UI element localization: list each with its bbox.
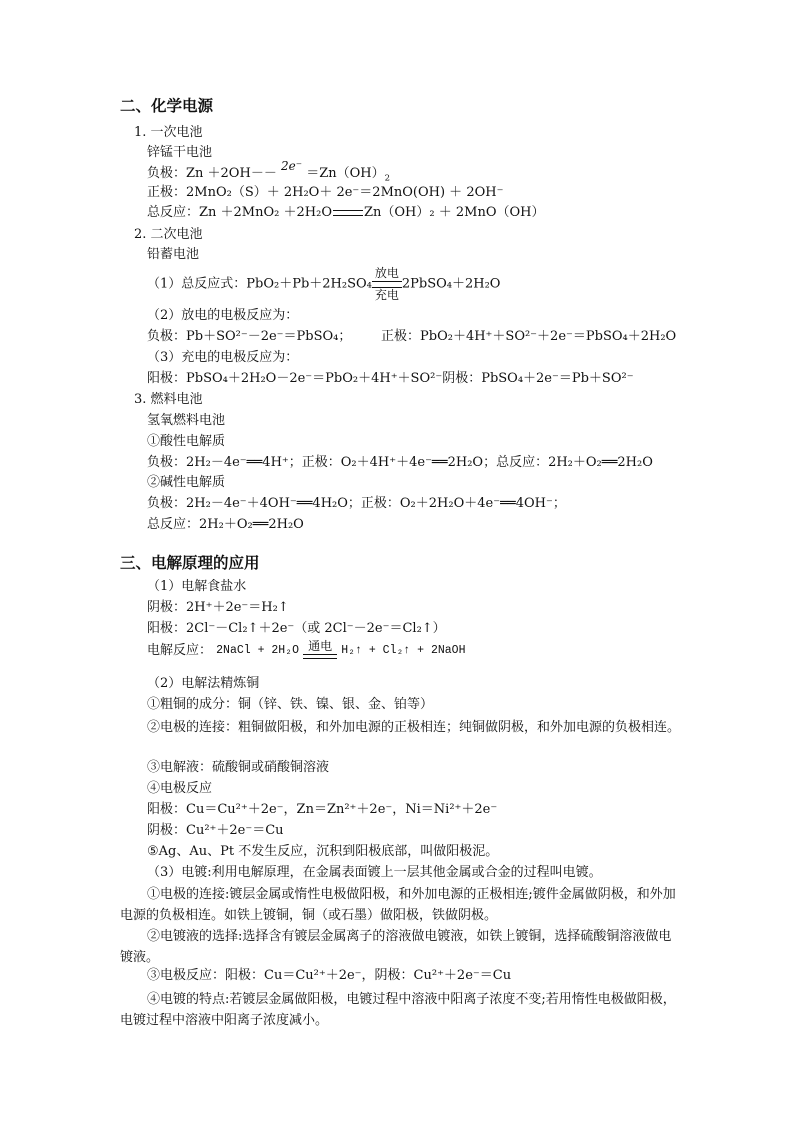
zn-neg-sup: 2e⁻ (280, 159, 303, 173)
brine-electrolysis-title: （1）电解食盐水 (147, 579, 247, 594)
zn-negative-electrode: 负极：$Zn +2OH-- 2e^- =Zn(OH)_2$ (147, 159, 391, 184)
zn-neg-post: ＝Zn（OH） (306, 166, 385, 181)
acid-electrolyte-reactions: 负极：2H₂－4e⁻══4H⁺；正极：O₂＋4H⁺＋4e⁻══2H₂O；总反应：2H₂＋O₂══2H₂O (147, 455, 653, 470)
brine-total-label: 电解反应： (147, 643, 213, 658)
copper-refining-title: （2）电解法精炼铜 (147, 676, 260, 691)
zn-neg-mid: －－ (250, 166, 277, 181)
arrow-lines (303, 654, 337, 659)
reversible-arrow (372, 267, 402, 302)
alkaline-electrolyte-reactions: 负极：2H₂－4e⁻＋4OH⁻══4H₂O；正极：O₂＋2H₂O＋4e⁻══4OH⁻； (147, 496, 566, 511)
copper-refining-item-1: ①粗铜的成分：铜（锌、铁、镍、银、金、铂等） (147, 697, 434, 712)
zn-neg-pre: 负极：Zn ＋2OH (147, 166, 251, 181)
copper-refining-cathode: 阴极：Cu²⁺＋2e⁻＝Cu (147, 823, 284, 838)
arrow-label-discharge: 放电 (374, 266, 399, 280)
zn-total-reaction (147, 204, 544, 222)
pb-total-reaction (147, 267, 500, 303)
pb-discharge-title: （2）放电的电极反应为： (147, 308, 299, 323)
section-title-electrolysis-applications: 三、电解原理的应用 (120, 554, 260, 572)
copper-refining-item-2: ②电极的连接：粗铜做阳极，和外加电源的正极相连；纯铜做阴极，和外加电源的负极相连。 (147, 720, 681, 735)
pb-total-post: 2PbSO₄＋2H₂O (401, 276, 501, 292)
section-title-chemical-power: 二、化学电源 (120, 97, 214, 115)
double-equals-sign (333, 210, 363, 216)
copper-refining-anode: 阳极：Cu＝Cu²⁺＋2e⁻，Zn＝Zn²⁺＋2e⁻，Ni＝Ni²⁺＋2e⁻ (147, 802, 498, 817)
copper-refining-item-3: ③电解液：硫酸铜或硝酸铜溶液 (147, 760, 330, 775)
alkaline-total-reaction: 总反应：2H₂＋O₂══2H₂O (147, 517, 304, 532)
zn-mn-battery-title: 锌锰干电池 (147, 145, 213, 160)
arrow-label-charge: 充电 (374, 288, 399, 302)
pb-charge-reactions: 阳极：PbSO₄＋2H₂O－2e⁻＝PbO₂＋4H⁺＋SO²⁻阴极：PbSO₄＋2e⁻＝Pb＋SO²⁻ (147, 371, 634, 386)
electroplating-item-4: ④电镀的特点:若镀层金属做阳极，电镀过程中溶液中阳离子浓度不变;若用惰性电极做阳极，电镀过程中溶液中阳离子浓度减小。 (120, 992, 676, 1028)
subheading-primary-battery: 1. 一次电池 (134, 125, 203, 140)
arrow-lines (372, 281, 402, 288)
brine-anode-reaction: 阳极：2Cl⁻－Cl₂↑＋2e⁻（或 2Cl⁻－2e⁻＝Cl₂↑） (147, 621, 446, 636)
pb-charge-title: （3）充电的电极反应为： (147, 350, 299, 365)
electrolysis-arrow (303, 640, 337, 660)
hydrogen-oxygen-cell-title: 氢氧燃料电池 (147, 413, 226, 428)
zn-total-post: Zn（OH）₂ ＋ 2MnO（OH） (363, 205, 545, 220)
lead-acid-battery-title: 铅蓄电池 (147, 247, 200, 262)
brine-cathode-reaction: 阴极：2H⁺＋2e⁻＝H₂↑ (147, 600, 289, 615)
subheading-secondary-battery: 2. 二次电池 (134, 227, 203, 242)
copper-refining-item-4: ④电极反应 (147, 781, 213, 796)
copper-refining-item-5: ⑤Ag、Au、Pt 不发生反应，沉积到阳极底部，叫做阳极泥。 (147, 844, 499, 859)
pb-total-pre: （1）总反应式：PbO₂＋Pb＋2H₂SO₄ (147, 276, 372, 292)
brine-total-pre: 2NaCl + 2H₂O (216, 644, 299, 657)
electroplating-item-1: ①电极的连接:镀层金属或惰性电极做阳极，和外加电源的正极相连;镀件金属做阴极，和外加电源的负极相连。如铁上镀铜，铜（或石墨）做阳极，铁做阴极。 (120, 887, 676, 923)
arrow-label-electrify: 通电 (308, 639, 333, 653)
zn-total-pre: 总反应：Zn ＋2MnO₂ ＋2H₂O (147, 205, 332, 220)
brine-total-reaction (147, 640, 466, 668)
zn-positive-electrode: 正极：2MnO₂（S）＋ 2H₂O＋ 2e⁻＝2MnO(OH) ＋ 2OH⁻ (147, 185, 504, 200)
brine-total-post: H₂↑ + Cl₂↑ + 2NaOH (341, 644, 466, 657)
acid-electrolyte-title: ①酸性电解质 (147, 434, 226, 449)
electroplating-item-2: ②电镀液的选择:选择含有镀层金属离子的溶液做电镀液，如铁上镀铜，选择硫酸铜溶液做电镀液。 (120, 929, 672, 965)
electroplating-title: （3）电镀:利用电解原理，在金属表面镀上一层其他金属或合金的过程叫电镀。 (147, 865, 602, 880)
electroplating-item-3: ③电极反应：阳极：Cu＝Cu²⁺＋2e⁻，阴极：Cu²⁺＋2e⁻＝Cu (147, 968, 512, 983)
alkaline-electrolyte-title: ②碱性电解质 (147, 475, 226, 490)
pb-discharge-positive: 正极：PbO₂＋4H⁺＋SO²⁻＋2e⁻＝PbSO₄＋2H₂O (381, 329, 677, 344)
subheading-fuel-cell: 3. 燃料电池 (134, 392, 203, 407)
pb-discharge-negative: 负极：Pb＋SO²⁻－2e⁻＝PbSO₄； (147, 329, 352, 344)
